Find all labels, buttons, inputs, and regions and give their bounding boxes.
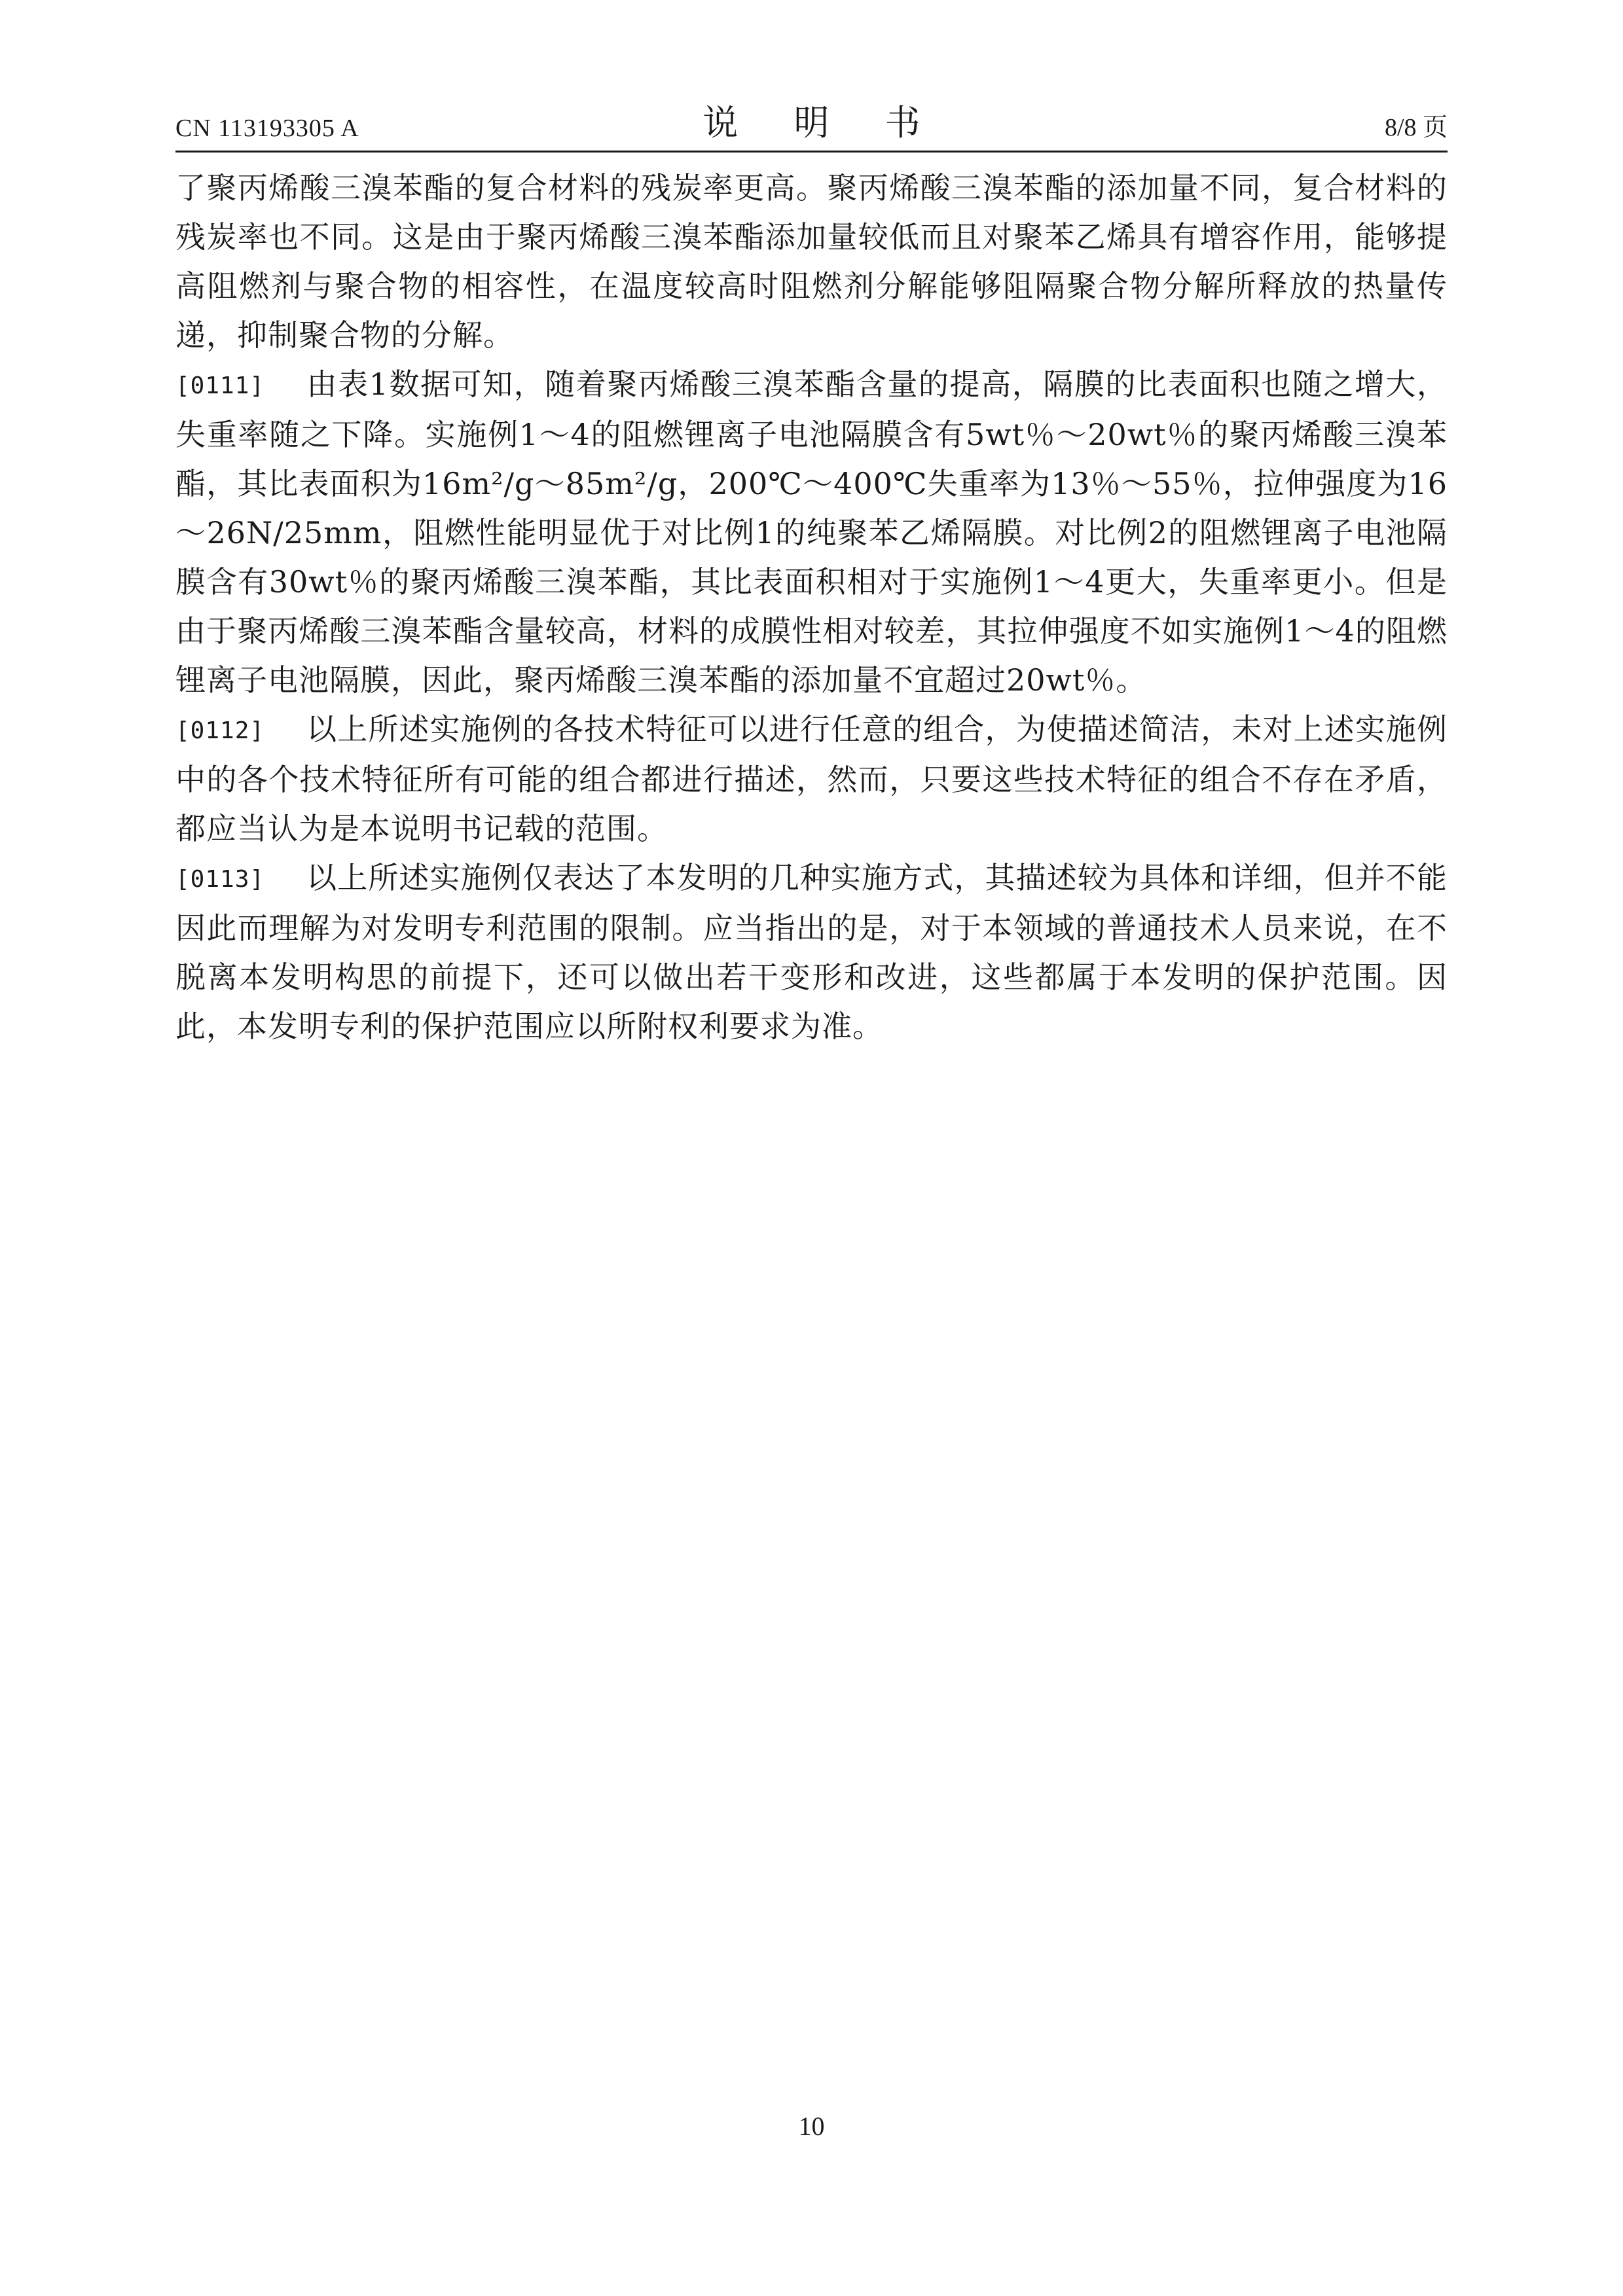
paragraph-number: [0113] — [175, 866, 265, 893]
paragraph-number: [0112] — [175, 717, 265, 744]
paragraph-text: 以上所述实施例的各技术特征可以进行任意的组合，为使描述简洁，未对上述实施例中的各个技术特征所有可能的组合都进行描述，然而，只要这些技术特征的组合不存在矛盾，都应当认为是本说明书记载的范围。 — [175, 711, 1448, 846]
paragraph-text: 以上所述实施例仅表达了本发明的几种实施方式，其描述较为具体和详细，但并不能因此而理解为对发明专利范围的限制。应当指出的是，对于本领域的普通技术人员来说，在不脱离本发明构思的前提下，还可以做出若干变形和改进，这些都属于本发明的保护范围。因此，本发明专利的保护范围应以所附权利要求为准。 — [175, 860, 1448, 1044]
document-number: CN 113193305 A — [175, 115, 359, 142]
paragraph-0113 — [175, 853, 1448, 1051]
paragraph-number: [0111] — [175, 372, 265, 399]
paragraph-text: 由表1数据可知，随着聚丙烯酸三溴苯酯含量的提高，隔膜的比表面积也随之增大，失重率随之下降。实施例1～4的阻燃锂离子电池隔膜含有5wt％～20wt％的聚丙烯酸三溴苯酯，其比表面积为16m²/g～85m²/g，200℃～400℃失重率为13％～55％，拉伸强度为16～26N/25mm，阻燃性能明显优于对比例1的纯聚苯乙烯隔膜。对比例2的阻燃锂离子电池隔膜含有30wt％的聚丙烯酸三溴苯酯，其比表面积相对于实施例1～4更大，失重率更小。但是由于聚丙烯酸三溴苯酯含量较高，材料的成膜性相对较差，其拉伸强度不如实施例1～4的阻燃锂离子电池隔膜，因此，聚丙烯酸三溴苯酯的添加量不宜超过20wt％。 — [175, 367, 1448, 698]
header-divider — [175, 151, 1448, 152]
paragraph-text: 了聚丙烯酸三溴苯酯的复合材料的残炭率更高。聚丙烯酸三溴苯酯的添加量不同，复合材料的残炭率也不同。这是由于聚丙烯酸三溴苯酯添加量较低而且对聚苯乙烯具有增容作用，能够提高阻燃剂与聚合物的相容性，在温度较高时阻燃剂分解能够阻隔聚合物分解所释放的热量传递，抑制聚合物的分解。 — [175, 170, 1448, 353]
page-count: 8/8 页 — [1384, 114, 1448, 141]
page-header — [175, 98, 1448, 151]
page-number: 10 — [798, 2111, 825, 2141]
paragraph-0112 — [175, 705, 1448, 853]
document-title: 说 明 书 — [702, 102, 943, 143]
document-body — [175, 164, 1448, 1051]
paragraph-0111 — [175, 360, 1448, 705]
paragraph-continuation — [175, 164, 1448, 360]
